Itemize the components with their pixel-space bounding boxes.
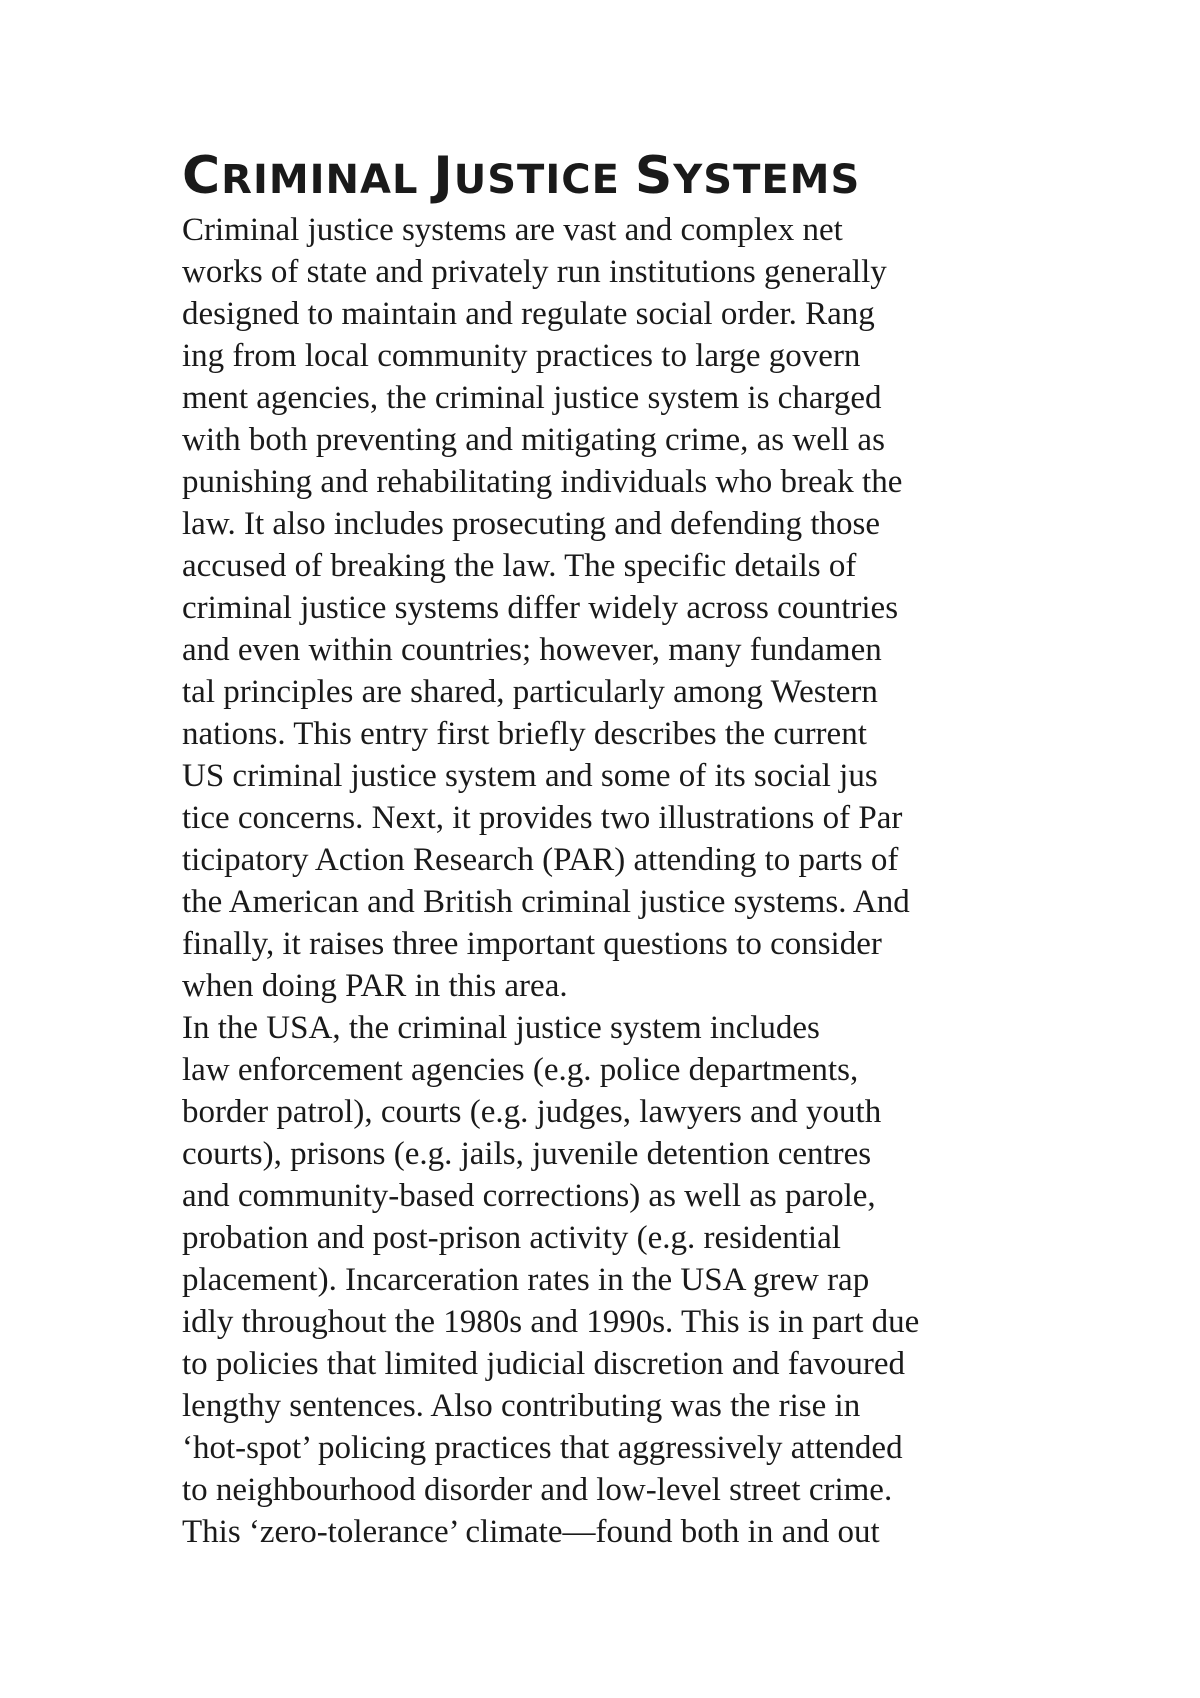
text-line: and even within countries; however, many fundamen (182, 632, 882, 668)
text-line: to neighbourhood disorder and low-level street crime. (182, 1472, 893, 1508)
text-line: tice concerns. Next, it provides two illustrations of Par (182, 800, 903, 836)
text-line: courts), prisons (e.g. jails, juvenile detention centres (182, 1136, 872, 1172)
text-line: punishing and rehabilitating individuals who break the (182, 464, 903, 500)
text-line: ment agencies, the criminal justice system is charged (182, 380, 882, 416)
text-line: accused of breaking the law. The specific details of (182, 548, 857, 584)
text-line: law enforcement agencies (e.g. police departments, (182, 1052, 859, 1088)
text-line: with both preventing and mitigating crime, as well as (182, 422, 885, 458)
heading-initial: S (634, 146, 674, 206)
body-text (182, 209, 1022, 1553)
heading-initial: J (433, 146, 454, 206)
text-line: This ‘zero-tolerance’ climate—found both in and out (182, 1514, 880, 1550)
text-line: US criminal justice system and some of its social jus (182, 758, 878, 794)
heading-initial: C (182, 146, 222, 206)
text-line: border patrol), courts (e.g. judges, lawyers and youth (182, 1094, 882, 1130)
text-line: works of state and privately run institutions generally (182, 254, 887, 290)
text-line: Criminal justice systems are vast and complex net (182, 212, 843, 248)
heading-rest: RIMINAL (221, 157, 419, 203)
text-line: nations. This entry first briefly describes the current (182, 716, 867, 752)
heading-rest: YSTEMS (673, 157, 861, 203)
text-line: criminal justice systems differ widely across countries (182, 590, 899, 626)
text-line: ing from local community practices to large govern (182, 338, 861, 374)
text-line: and community-based corrections) as well as parole, (182, 1178, 876, 1214)
text-line: law. It also includes prosecuting and defending those (182, 506, 881, 542)
text-line: the American and British criminal justice systems. And (182, 884, 910, 920)
text-line: ‘hot-spot’ policing practices that aggressively attended (182, 1430, 903, 1466)
text-line: idly throughout the 1980s and 1990s. This is in part due (182, 1304, 920, 1340)
text-line: probation and post-prison activity (e.g. residential (182, 1220, 841, 1256)
text-line: ticipatory Action Research (PAR) attending to parts of (182, 842, 899, 878)
text-line: lengthy sentences. Also contributing was the rise in (182, 1388, 861, 1424)
text-line: designed to maintain and regulate social order. Rang (182, 296, 875, 332)
text-line: finally, it raises three important questions to consider (182, 926, 882, 962)
text-line: to policies that limited judicial discretion and favoured (182, 1346, 906, 1382)
text-line: placement). Incarceration rates in the USA grew rap (182, 1262, 870, 1298)
heading-rest: USTICE (453, 157, 620, 203)
section-heading (182, 146, 861, 206)
text-line: when doing PAR in this area. (182, 968, 568, 1004)
text-line: tal principles are shared, particularly among Western (182, 674, 878, 710)
text-line: In the USA, the criminal justice system includes (182, 1010, 820, 1046)
